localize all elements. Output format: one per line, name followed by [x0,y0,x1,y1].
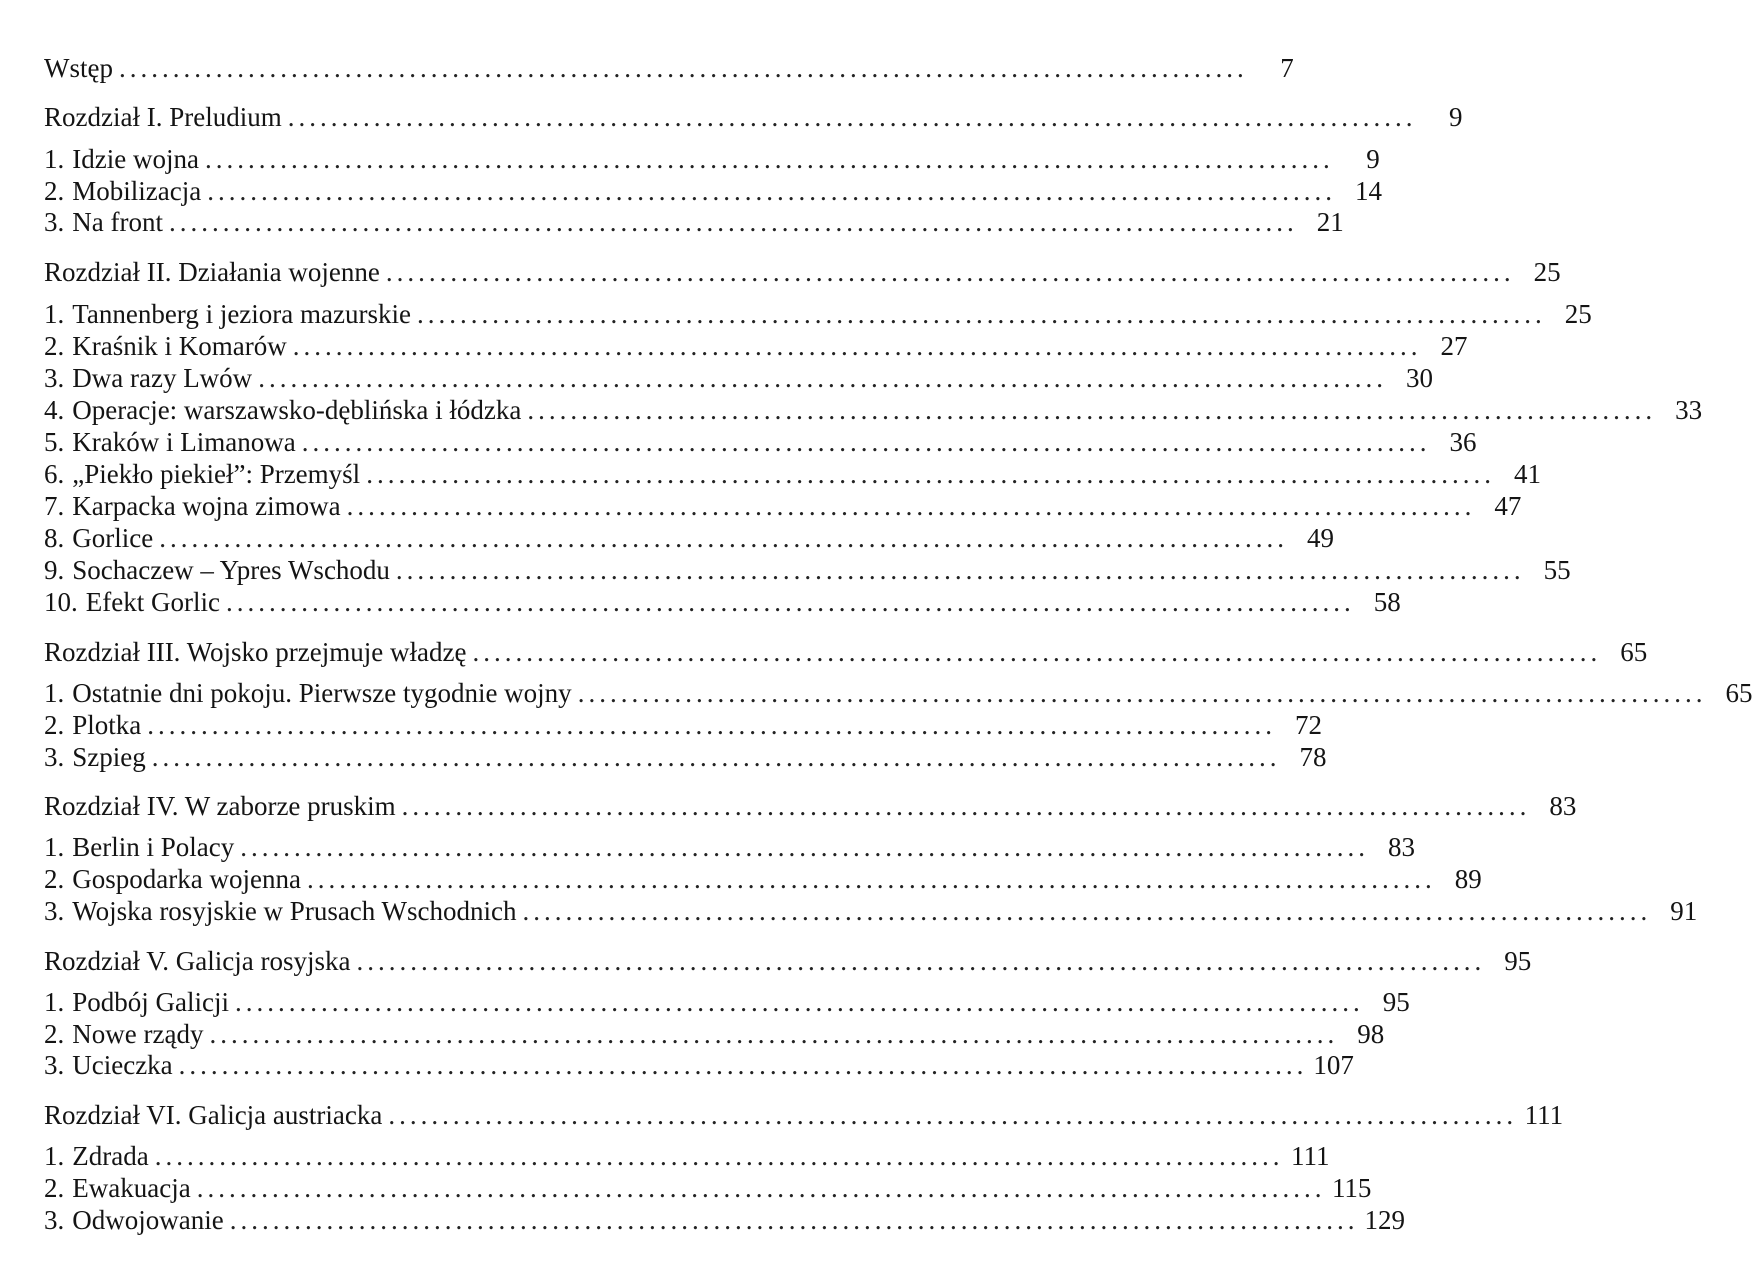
toc-title: Mobilizacja [72,176,202,206]
dot-leader: ......................................................................................................... [196,1173,1326,1203]
dot-leader: ......................................................................................................... [395,555,1525,585]
toc-title: Rozdział I. Preludium [44,102,282,132]
toc-section [44,677,1752,709]
dot-leader: ......................................................................................................... [240,832,1369,862]
toc-page: 58 [1373,587,1401,617]
toc-number: 2. [44,710,65,740]
toc-page: 83 [1387,832,1415,862]
toc-number: 7. [44,491,65,521]
toc-number: 10. [44,587,78,617]
toc-number: 3. [44,896,65,926]
toc-section [44,554,1571,586]
toc-section [44,1049,1354,1081]
toc-number: 2. [44,864,65,894]
toc-title: Ucieczka [72,1050,173,1080]
toc-number: 1. [44,1141,65,1171]
dot-leader: ......................................................................................................... [385,257,1515,287]
toc-number: 1. [44,678,65,708]
dot-leader: ......................................................................................................... [159,523,1288,553]
toc-page: 36 [1449,427,1477,457]
dot-leader: ......................................................................................................... [366,459,1495,489]
toc-title: Wstęp [44,53,113,83]
toc-page: 65 [1725,678,1752,708]
dot-leader: ......................................................................................................... [225,587,1355,617]
toc-page: 107 [1313,1050,1354,1080]
toc-title: Karpacka wojna zimowa [72,491,341,521]
toc-title: Idzie wojna [72,144,199,174]
toc-section [44,175,1382,207]
toc-page: 33 [1675,395,1703,425]
toc-title: Szpieg [72,742,146,772]
toc-section [44,298,1592,330]
toc-page: 98 [1357,1019,1385,1049]
dot-leader: ......................................................................................................... [154,1141,1284,1171]
toc-number: 4. [44,395,65,425]
toc-section [44,426,1477,458]
toc-page: 115 [1331,1173,1372,1203]
toc-page: 72 [1295,710,1323,740]
toc-title: Odwojowanie [72,1205,224,1235]
toc-page: 21 [1316,207,1344,237]
dot-leader: ......................................................................................................... [147,710,1277,740]
toc-number: 2. [44,331,65,361]
toc-number: 3. [44,1050,65,1080]
dot-leader: ......................................................................................................... [151,742,1281,772]
dot-leader: ......................................................................................................... [388,1100,1518,1130]
toc-section [44,206,1344,238]
dot-leader: ......................................................................................................... [356,946,1486,976]
dot-leader: ......................................................................................................... [301,427,1431,457]
toc-title: Tannenberg i jeziora mazurskie [72,299,411,329]
dot-leader: ......................................................................................................... [527,395,1657,425]
toc-page: 9 [1448,102,1463,132]
toc-page: 25 [1564,299,1592,329]
dot-leader: ......................................................................................................... [287,102,1417,132]
toc-chapter-6 [44,1099,1564,1131]
toc-title: Berlin i Polacy [72,832,235,862]
dot-leader: ......................................................................................................... [401,791,1531,821]
dot-leader: ......................................................................................................... [118,53,1248,83]
toc-page: 129 [1364,1205,1405,1235]
toc-title: Ewakuacja [72,1173,191,1203]
toc-title: Plotka [72,710,142,740]
dot-leader: ......................................................................................................... [346,491,1476,521]
dot-leader: ......................................................................................................... [522,896,1652,926]
dot-leader: ......................................................................................................... [229,1205,1359,1235]
toc-chapter-3 [44,636,1648,668]
toc-number: 1. [44,987,65,1017]
toc-title: Na front [72,207,163,237]
toc-number: 2. [44,176,65,206]
toc-title: Zdrada [72,1141,149,1171]
toc-page: 25 [1533,257,1561,287]
toc-title: Rozdział VI. Galicja austriacka [44,1100,383,1130]
toc-section [44,986,1410,1018]
toc-page: 30 [1405,363,1433,393]
toc-page: 14 [1354,176,1382,206]
dot-leader: ......................................................................................................... [306,864,1436,894]
toc-page: 78 [1299,742,1327,772]
toc-title: Rozdział III. Wojsko przejmuje władzę [44,637,467,667]
toc-page: 91 [1670,896,1698,926]
toc-title: Podbój Galicji [72,987,229,1017]
toc-section [44,895,1698,927]
toc-section [44,394,1703,426]
toc-title: Rozdział IV. W zaborze pruskim [44,791,396,821]
toc-number: 6. [44,459,65,489]
toc-title: Sochaczew – Ypres Wschodu [72,555,390,585]
toc-title: Rozdział II. Działania wojenne [44,257,380,287]
toc-section [44,1204,1405,1236]
dot-leader: ......................................................................................................... [209,1019,1339,1049]
toc-section [44,362,1433,394]
toc-chapter-5 [44,945,1532,977]
dot-leader: ......................................................................................................... [416,299,1546,329]
dot-leader: ......................................................................................................... [258,363,1387,393]
toc-title: Nowe rządy [72,1019,204,1049]
toc-number: 3. [44,1205,65,1235]
toc-page: 9 [1366,144,1380,174]
toc-page: 49 [1306,523,1334,553]
dot-leader: ......................................................................................................... [204,144,1334,174]
toc-section [44,709,1323,741]
toc-page: 111 [1290,1141,1330,1171]
toc-page: 95 [1504,946,1532,976]
toc-title: Kraków i Limanowa [72,427,296,457]
toc-number: 2. [44,1019,65,1049]
toc-title: „Piekło piekieł”: Przemyśl [72,459,361,489]
toc-number: 8. [44,523,65,553]
toc-chapter-2 [44,256,1561,288]
toc-page: 47 [1494,491,1522,521]
toc-page: 83 [1549,791,1577,821]
toc-title: Gospodarka wojenna [72,864,301,894]
toc-page: 55 [1543,555,1571,585]
toc-number: 1. [44,144,65,174]
dot-leader: ......................................................................................................... [168,207,1298,237]
dot-leader: ......................................................................................................... [292,331,1422,361]
toc-number: 3. [44,742,65,772]
toc-number: 2. [44,1173,65,1203]
toc-section [44,1172,1372,1204]
toc-section [44,490,1522,522]
toc-title: Dwa razy Lwów [72,363,253,393]
toc-entry-intro [44,52,1294,84]
toc-page: 111 [1524,1100,1564,1130]
toc-section [44,741,1327,773]
toc-title: Operacje: warszawsko-dęblińska i łódzka [72,395,522,425]
toc-section [44,143,1380,175]
dot-leader: ......................................................................................................... [472,637,1602,667]
toc-number: 3. [44,207,65,237]
toc-number: 9. [44,555,65,585]
toc-section [44,522,1334,554]
toc-title: Gorlice [72,523,154,553]
toc-number: 1. [44,832,65,862]
toc-section [44,586,1401,618]
toc-section [44,1018,1385,1050]
toc-page: 89 [1454,864,1482,894]
dot-leader: ......................................................................................................... [577,678,1707,708]
toc-page: 7 [1280,53,1294,83]
toc-section [44,831,1415,863]
toc-number: 1. [44,299,65,329]
toc-page: 41 [1513,459,1541,489]
toc-chapter-1 [44,101,1463,133]
toc-page: 95 [1382,987,1410,1017]
toc-page: 65 [1620,637,1648,667]
toc-section [44,458,1541,490]
toc-title: Wojska rosyjskie w Prusach Wschodnich [72,896,517,926]
toc-title: Rozdział V. Galicja rosyjska [44,946,351,976]
toc-title: Ostatnie dni pokoju. Pierwsze tygodnie wojny [72,678,572,708]
toc-page: 27 [1440,331,1468,361]
toc-section [44,1140,1330,1172]
toc-title: Efekt Gorlic [85,587,220,617]
toc-number: 3. [44,363,65,393]
dot-leader: ......................................................................................................... [207,176,1336,206]
toc-section [44,330,1468,362]
toc-chapter-4 [44,790,1577,822]
toc-section [44,863,1482,895]
dot-leader: ......................................................................................................... [235,987,1364,1017]
toc-title: Kraśnik i Komarów [72,331,287,361]
dot-leader: ......................................................................................................... [178,1050,1308,1080]
toc-number: 5. [44,427,65,457]
